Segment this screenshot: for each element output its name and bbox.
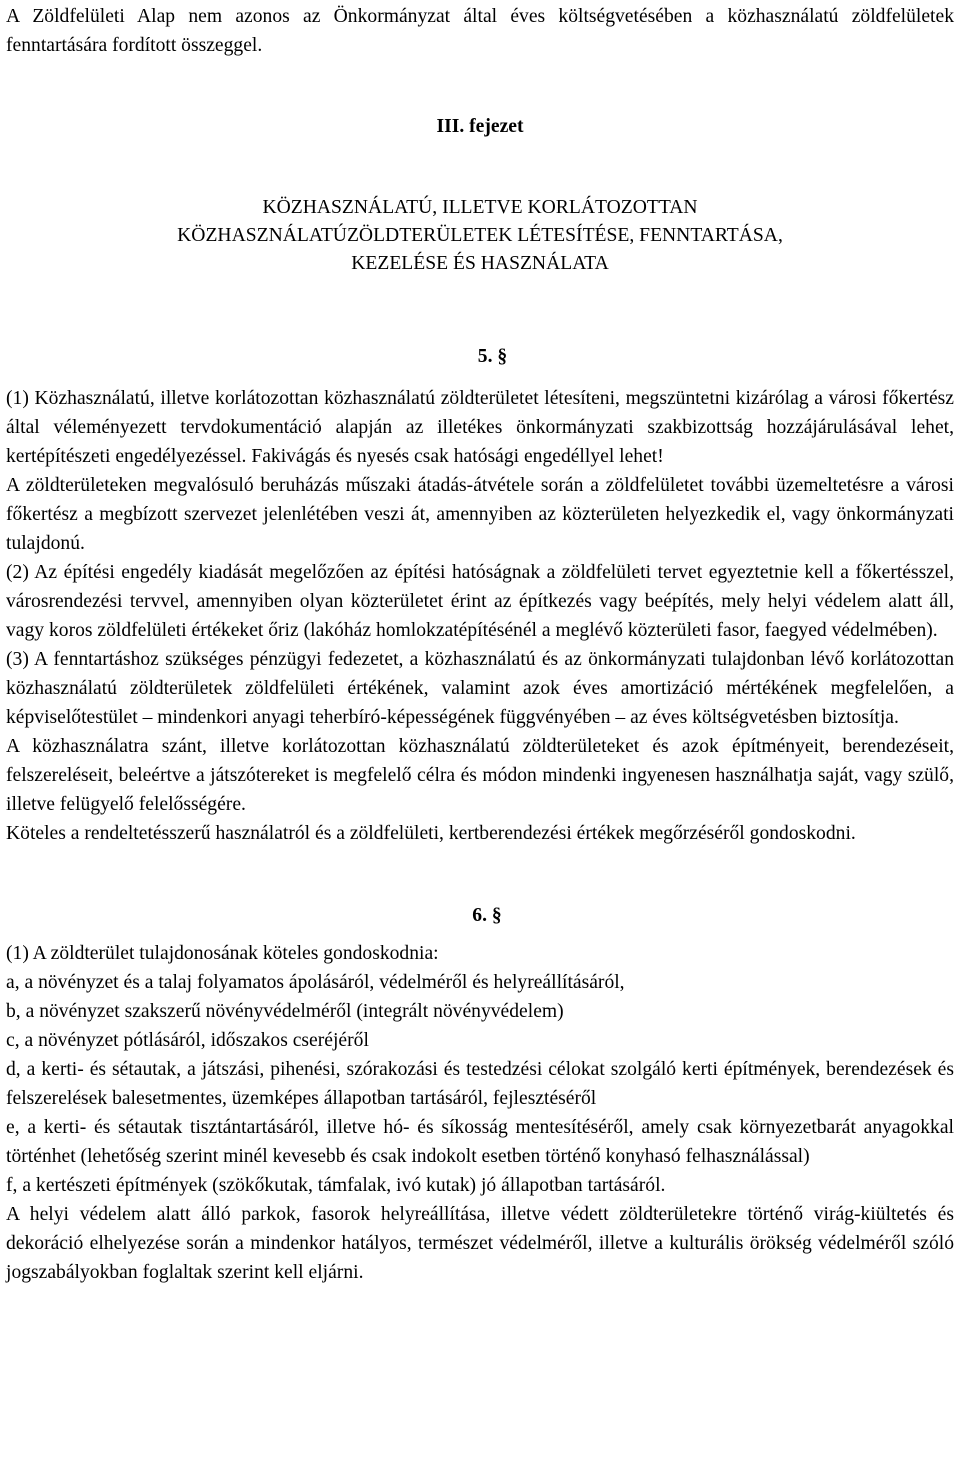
list-item-a: a, a növényzet és a talaj folyamatos ápolásáról, védelméről és helyreállításáról, (6, 972, 625, 993)
section-5-paragraph-5: A közhasználatra szánt, illetve korlátozottan közhasználatú zöldterületeket és azok építményeit, berendezéseit, felszereléseit, beleértve a játszótereket is megfelelő célra és módon mindenki ingyenesen használhatja saját, vagy szülő, illetve felügyelő felelősségére. (6, 736, 954, 815)
section-5-paragraph-1: (1) Közhasználatú, illetve korlátozottan közhasználatú zöldterületet létesíteni, megszüntetni kizárólag a városi főkertész által véleményezett tervdokumentáció alapján az illetékes önkormányzati szakbizottság hozzájárulásával lehet, kertépítészeti engedélyezéssel. Fakivágás és nyesés csak hatósági engedéllyel lehet! (6, 388, 954, 467)
section-6-closing: A helyi védelem alatt álló parkok, fasorok helyreállítása, illetve védett zöldterületekre történő virág-kiültetés és dekoráció elhelyezése során a mindenkor hatályos, természet védelméről, illetve a kulturális örökség védelméről szóló jogszabályokban foglaltak szerint kell eljárni. (6, 1204, 954, 1283)
list-item-b: b, a növényzet szakszerű növényvédelméről (integrált növényvédelem) (6, 1001, 564, 1022)
list-item-c: c, a növényzet pótlásáról, időszakos cseréjéről (6, 1030, 369, 1051)
section-5-paragraph-4: (3) A fenntartáshoz szükséges pénzügyi fedezetet, a közhasználatú és az önkormányzati tulajdonban lévő korlátozottan közhasználatú zöldterületek zöldfelületi értékének, valamint azok éves amortizáció mértékének megfelelően, a képviselőtestület – mindenkori anyagi teherbíró-képességének függvényében – az éves költségvetésben biztosítja. (6, 649, 954, 728)
list-item-e: e, a kerti- és sétautak tisztántartásáról, illetve hó- és síkosság mentesítéséről, amely csak környezetbarát anyagokkal történhet (lehetőség szerint minél kevesebb és csak indokolt esetben történő konyhasó felhasználással) (6, 1117, 954, 1167)
chapter-title-line-3: KEZELÉSE ÉS HASZNÁLATA (351, 253, 609, 274)
intro-paragraph: A Zöldfelületi Alap nem azonos az Önkormányzat által éves költségvetésében a közhasználatú zöldfelületek fenntartására fordított összeggel. (6, 6, 954, 56)
section-5-heading: 5. § (477, 346, 508, 367)
section-6-intro: (1) A zöldterület tulajdonosának köteles gondoskodnia: (6, 943, 439, 964)
list-item-f: f, a kertészeti építmények (szökőkutak, támfalak, ivó kutak) jó állapotban tartásáról. (6, 1175, 666, 1196)
chapter-title-line-2: KÖZHASZNÁLATÚZÖLDTERÜLETEK LÉTESÍTÉSE, FENNTARTÁSA, (177, 225, 783, 246)
section-6-body (6, 939, 954, 1287)
chapter-title (6, 194, 954, 278)
section-5-paragraph-6: Köteles a rendeltetésszerű használatról és a zöldfelületi, kertberendezési értékek megőrzéséről gondoskodni. (6, 823, 856, 844)
section-5-paragraph-2: A zöldterületeken megvalósuló beruházás műszaki átadás-átvétele során a zöldfelületet további üzemeltetésre a városi főkertész a megbízott szervezet jelenlétében veszi át, amennyiben az közterületen helyezkedik el, vagy önkormányzati tulajdonú. (6, 475, 954, 554)
section-6-heading: 6. § (472, 905, 502, 926)
chapter-title-line-1: KÖZHASZNÁLATÚ, ILLETVE KORLÁTOZOTTAN (262, 197, 698, 218)
section-5-paragraph-3: (2) Az építési engedély kiadását megelőzően az építési hatóságnak a zöldfelületi tervet egyeztetnie kell a főkertésszel, városrendezési tervvel, amennyiben olyan közterületet érint az építkezés vagy beépítés, mely helyi védelem alatt áll, vagy koros zöldfelületi értékeket őriz (lakóház homlokzatépítésénél a meglévő közterületi fasor, faegyed védelmében). (6, 562, 954, 641)
chapter-label: III. fejezet (436, 116, 524, 137)
section-5-body (6, 384, 954, 848)
list-item-d: d, a kerti- és sétautak, a játszási, pihenési, szórakozási és testedzési célokat szolgáló kerti építmények, berendezések és felszerelések balesetmentes, üzemképes állapotban tartásáról, fejlesztéséről (6, 1059, 954, 1109)
